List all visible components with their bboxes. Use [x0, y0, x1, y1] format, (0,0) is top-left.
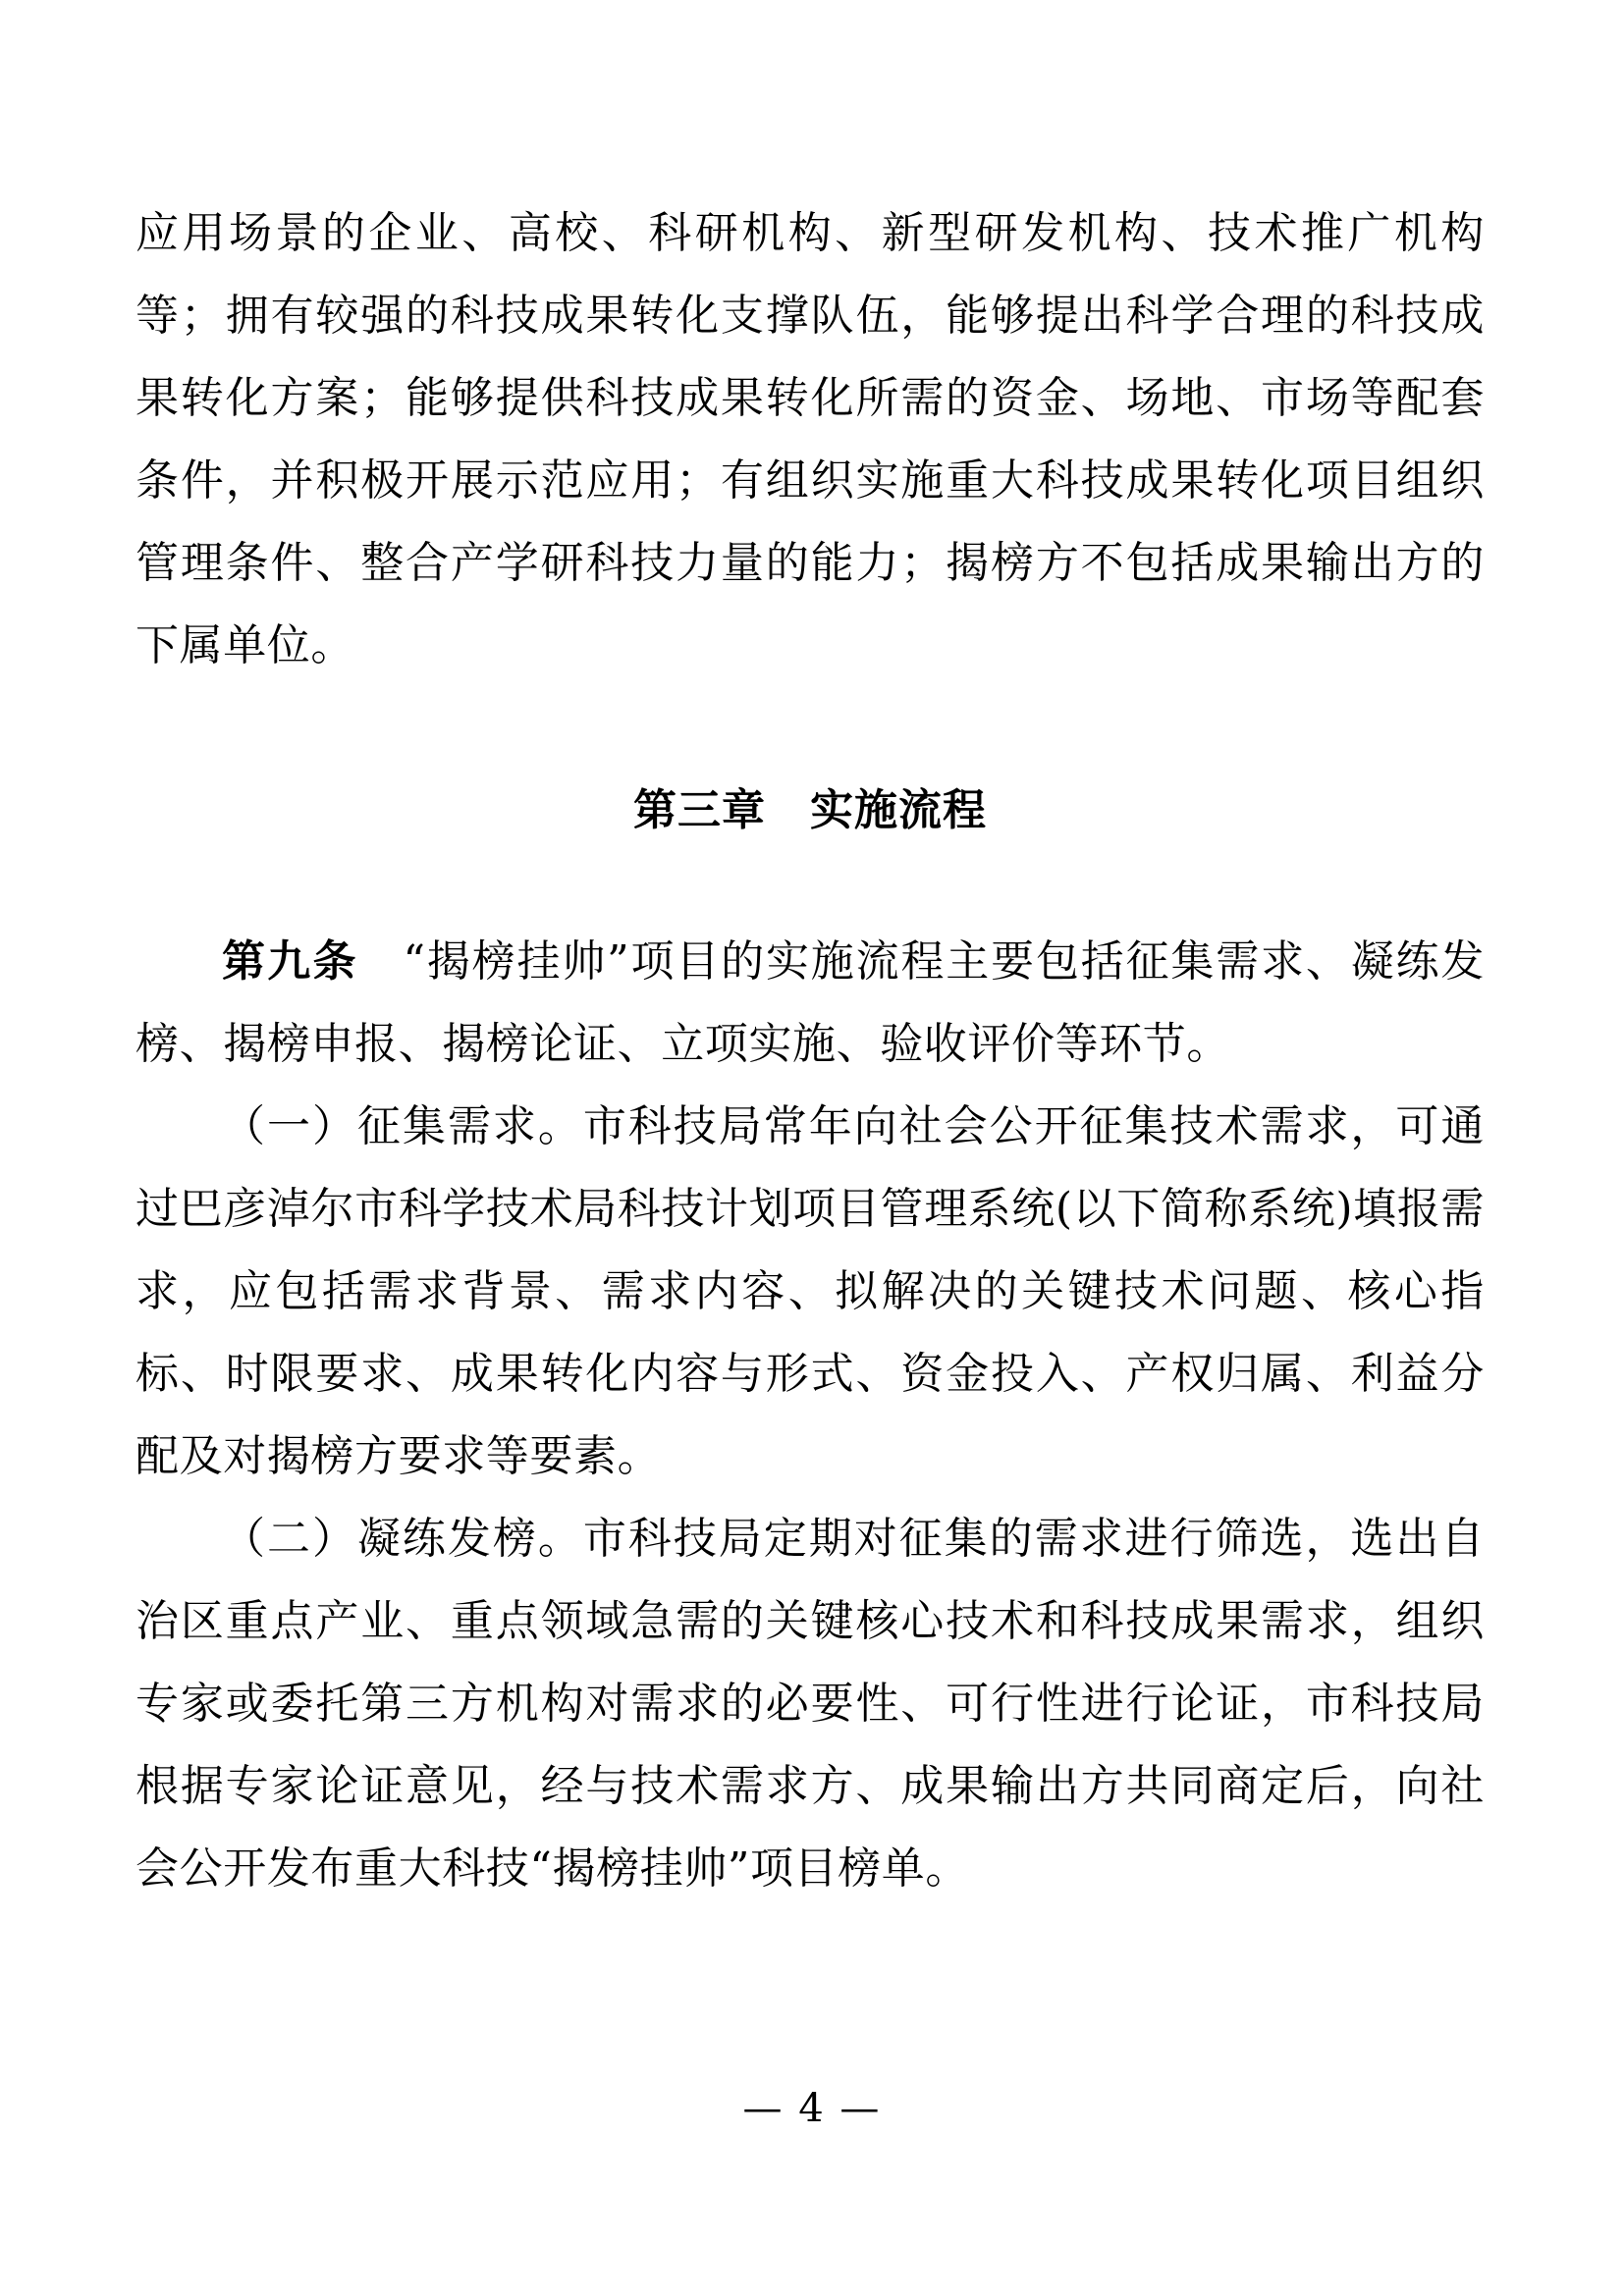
chapter-heading-section-three: 第三章 实施流程	[633, 785, 987, 835]
spacer-after-chapter-heading	[135, 852, 1485, 921]
process-item-two-refine-and-publish: （二）凝练发榜。市科技局定期对征集的需求进行筛选，选出自治区重点产业、重点领域急需的关键核心技术和科技成果需求，组织专家或委托第三方机构对需求的必要性、可行性进行论证，市科技局根据专家论证意见，经与技术需求方、成果输出方共同商定后，向社会公开发布重大科技“揭榜挂帅”项目榜单。	[135, 1514, 1485, 1894]
spacer-before-chapter-heading	[135, 687, 1485, 770]
document-text-body	[135, 192, 1485, 1910]
article-nine-label: 第九条	[222, 936, 358, 987]
article-nine-body-text: “揭榜挂帅”项目的实施流程主要包括征集需求、凝练发榜、揭榜申报、揭榜论证、立项实施、验收评价等环节。	[135, 936, 1485, 1069]
article-nine-paragraph	[135, 921, 1485, 1086]
paragraph-continued-from-previous-page: 应用场景的企业、高校、科研机构、新型研发机构、技术推广机构等；拥有较强的科技成果转化支撑队伍，能够提出科学合理的科技成果转化方案；能够提供科技成果转化所需的资金、场地、市场等配套条件，并积极开展示范应用；有组织实施重大科技成果转化项目组织管理条件、整合产学研科技力量的能力；揭榜方不包括成果输出方的下属单位。	[135, 208, 1485, 670]
page-number-footer: — 4 —	[742, 2086, 882, 2131]
process-item-one-collect-requirements: （一）征集需求。市科技局常年向社会公开征集技术需求，可通过巴彦淖尔市科学技术局科技计划项目管理系统(以下简称系统)填报需求，应包括需求背景、需求内容、拟解决的关键技术问题、核心指标、时限要求、成果转化内容与形式、资金投入、产权归属、利益分配及对揭榜方要求等要素。	[135, 1101, 1485, 1481]
